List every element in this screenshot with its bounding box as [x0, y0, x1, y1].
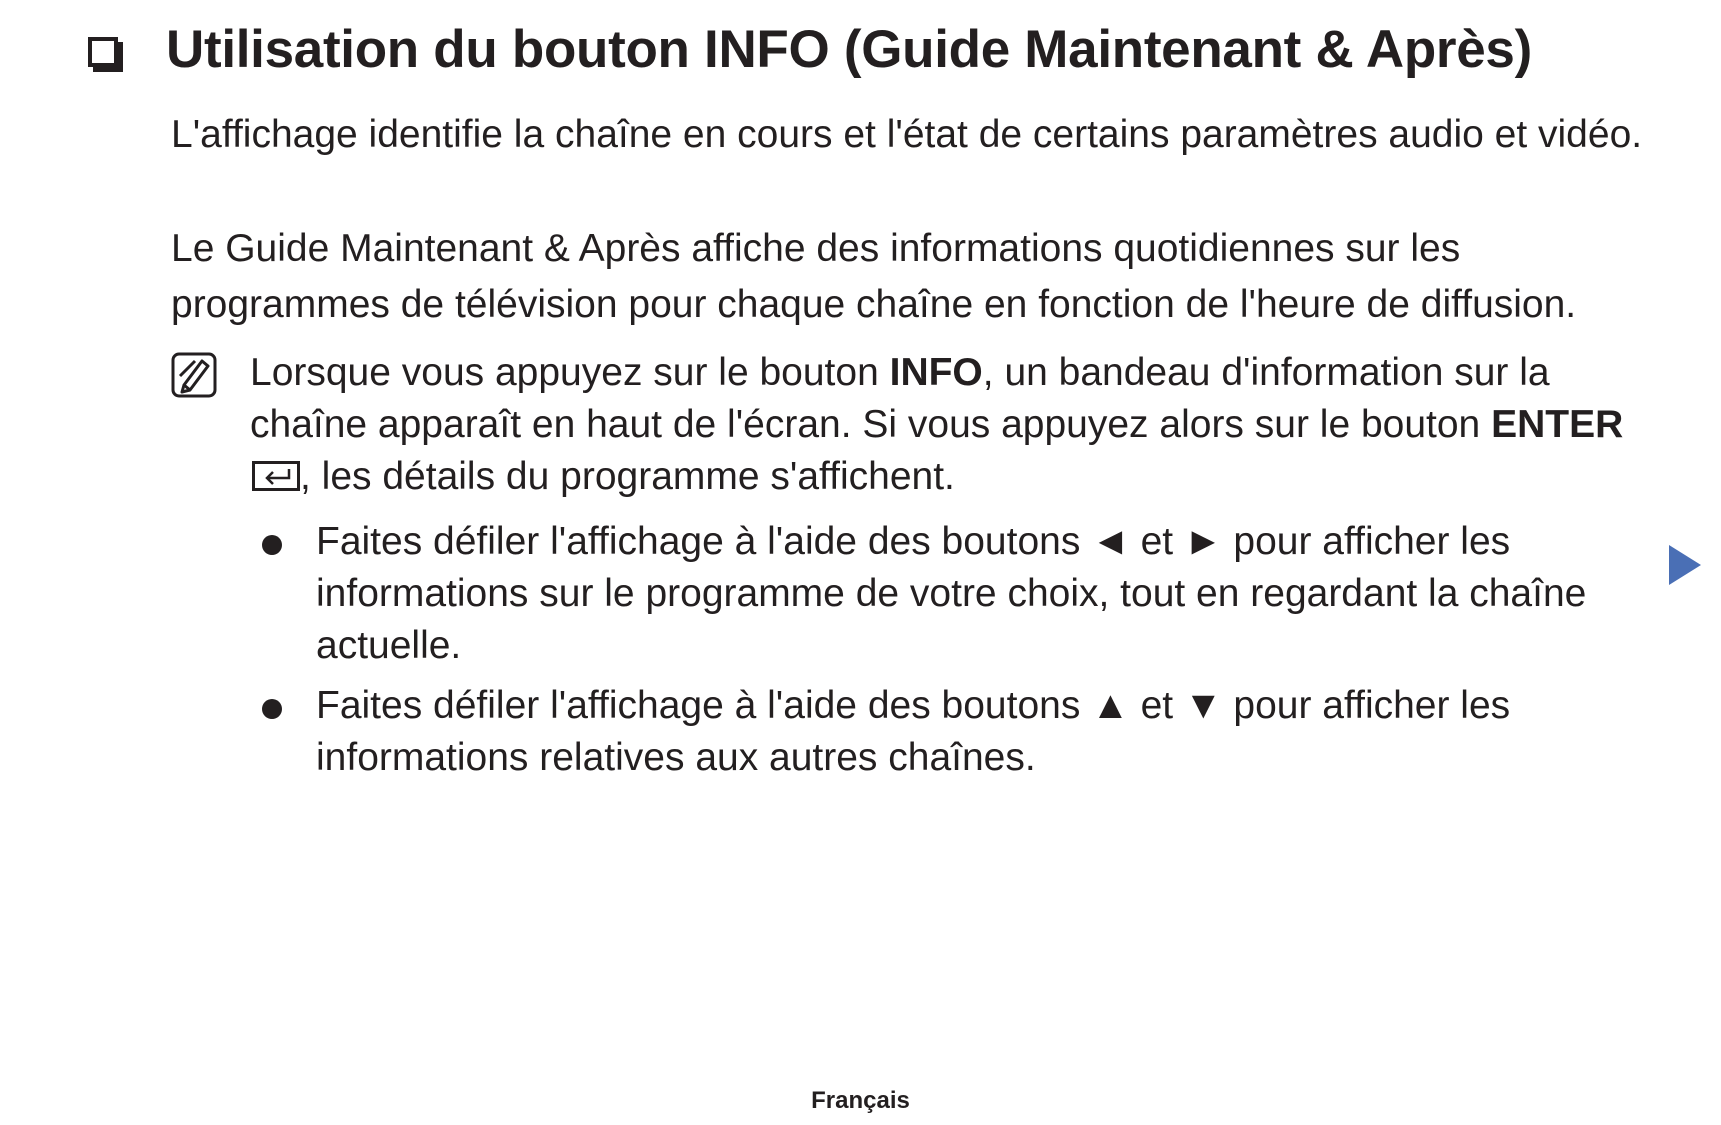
bullet-icon — [262, 699, 282, 719]
intro-paragraph-2: Le Guide Maintenant & Après affiche des informations quotidiennes sur les programmes de télévision pour chaque chaîne en fonction de l'heure de diffusion. — [171, 227, 1577, 326]
next-page-arrow-icon[interactable] — [1667, 543, 1703, 587]
bullet-list — [254, 516, 1654, 792]
note-text-part-2: , un bandeau d'information sur la chaîne apparaît en haut de l'écran. Si vous appuyez alors sur le bouton — [250, 351, 1550, 446]
note-text — [250, 347, 1670, 503]
list-item — [254, 680, 1654, 784]
page-title: Utilisation du bouton INFO (Guide Maintenant & Après) — [166, 20, 1532, 79]
info-button-label: INFO — [889, 351, 983, 394]
note-text-part-3: , les détails du programme s'affichent. — [300, 455, 955, 498]
note-block — [171, 347, 1671, 503]
note-pencil-icon — [171, 352, 217, 398]
enter-button-label: ENTER — [1491, 403, 1624, 446]
list-item — [254, 516, 1654, 672]
section-heading — [88, 14, 1532, 86]
bullet-text: Faites défiler l'affichage à l'aide des boutons ▲ et ▼ pour afficher les informations relatives aux autres chaînes. — [316, 684, 1511, 779]
note-text-part-1: Lorsque vous appuyez sur le bouton — [250, 351, 890, 394]
bullet-text: Faites défiler l'affichage à l'aide des boutons ◄ et ► pour afficher les informations sur le programme de votre choix, tout en regardant la chaîne actuelle. — [316, 520, 1587, 667]
intro-paragraph-1: L'affichage identifie la chaîne en cours et l'état de certains paramètres audio et vidéo. — [171, 113, 1643, 156]
bullet-icon — [262, 535, 282, 555]
enter-key-icon — [252, 461, 300, 491]
checkbox-icon — [88, 37, 118, 67]
footer-language: Français — [811, 1087, 910, 1114]
